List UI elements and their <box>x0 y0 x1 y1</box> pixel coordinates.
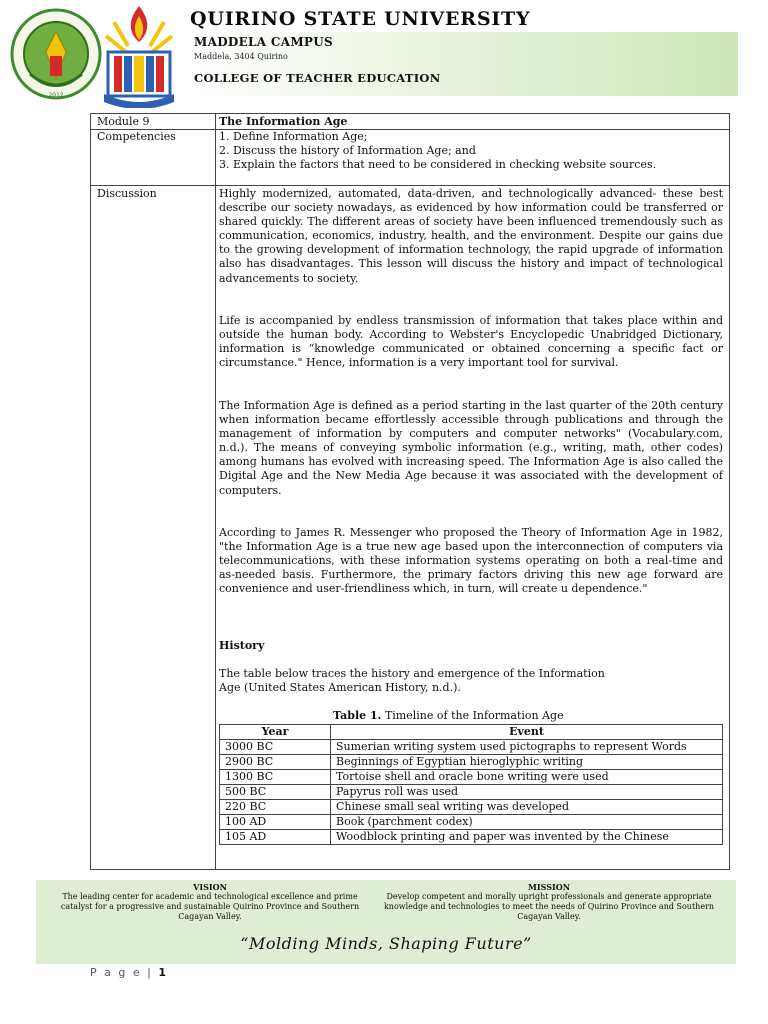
column-divider <box>215 114 216 869</box>
module-label: Module 9 <box>97 115 150 128</box>
table-row <box>220 815 723 830</box>
campus-address: Maddela, 3404 Quirino <box>194 52 288 61</box>
year-cell: 105 AD <box>220 830 331 845</box>
event-cell: Sumerian writing system used pictographs to represent Words <box>331 740 723 755</box>
year-cell: 100 AD <box>220 815 331 830</box>
year-cell: 500 BC <box>220 785 331 800</box>
discussion-paragraph: Life is accompanied by endless transmission of information that takes place within and outside the human body. According to Webster's Encyclopedic Unabridged Dictionary, information is “knowledge communicated or obtained concerning a specific fact or circumstance." Hence, information is a very important tool for survival. <box>219 314 723 370</box>
discussion-paragraph: According to James R. Messenger who proposed the Theory of Information Age in 1982, "the Information Age is a true new age based upon the interconnection of computers via telecommunications, with these information systems operating on both a real-time and as-needed basis. Furthermore, the primary factors driving this new age forward are convenience and user-friendliness which, in turn, will create u dependence." <box>219 526 723 596</box>
table-row <box>220 755 723 770</box>
page-number <box>90 966 168 979</box>
campus-name: MADDELA CAMPUS <box>194 35 333 49</box>
year-cell: 1300 BC <box>220 770 331 785</box>
university-seal-logo <box>10 4 102 104</box>
discussion-label: Discussion <box>97 187 157 200</box>
page-number-value: 1 <box>158 966 168 979</box>
event-cell: Woodblock printing and paper was invented by the Chinese <box>331 830 723 845</box>
page-label: P a g e | <box>90 966 153 979</box>
vision-label: VISION <box>193 882 227 892</box>
module-table <box>90 113 730 870</box>
table-row <box>220 740 723 755</box>
year-cell: 2900 BC <box>220 755 331 770</box>
competency-item: 2. Discuss the history of Information Age; and <box>219 144 476 158</box>
discussion-paragraph: Highly modernized, automated, data-driven, and technologically advanced- these best describe our society nowadays, as evidenced by how information could be transferred or shared quickly. The different areas of society have been influenced tremendously such as communication, economics, industry, health, and the environment. Despite our gains due to the growing development of information technology, the rapid upgrade of information also has disadvantages. This lesson will discuss the history and impact of technological advancements to society. <box>219 187 723 285</box>
table-caption <box>333 709 564 722</box>
row-divider <box>91 185 729 186</box>
history-intro-line: The table below traces the history and emergence of the Information <box>219 667 605 680</box>
event-cell: Tortoise shell and oracle bone writing were used <box>331 770 723 785</box>
footer-vision-mission <box>36 880 736 964</box>
university-name: QUIRINO STATE UNIVERSITY <box>190 8 531 30</box>
history-intro-line: Age (United States American History, n.d.). <box>219 681 461 694</box>
table-row <box>220 800 723 815</box>
table-caption-number: Table 1. <box>333 709 382 722</box>
competency-item: 1. Define Information Age; <box>219 130 368 143</box>
history-heading: History <box>219 639 265 652</box>
competencies-label: Competencies <box>97 130 176 143</box>
discussion-paragraph: The Information Age is defined as a period starting in the last quarter of the 20th century when information became effortlessly accessible through publications and through the management of information by computers and computer networks" (Vocabulary.com, n.d.). The means of conveying symbolic information (e.g., writing, math, other codes) among humans has evolved with increasing speed. The Information Age is also called the Digital Age and the New Media Age because it was associated with the development of computers. <box>219 399 723 497</box>
table-row <box>220 830 723 845</box>
header-event: Event <box>331 725 723 740</box>
table-caption-text: Timeline of the Information Age <box>381 709 564 722</box>
year-cell: 3000 BC <box>220 740 331 755</box>
event-cell: Papyrus roll was used <box>331 785 723 800</box>
header-year: Year <box>220 725 331 740</box>
vision-text: The leading center for academic and technological excellence and prime catalyst for a progressive and sustainable Quirino Province and Southern Cagayan Valley. <box>60 892 360 921</box>
timeline-table <box>219 724 723 845</box>
event-cell: Book (parchment codex) <box>331 815 723 830</box>
svg-text:2012: 2012 <box>48 92 64 99</box>
event-cell: Chinese small seal writing was developed <box>331 800 723 815</box>
table-header-row <box>220 725 723 740</box>
mission-text: Develop competent and morally upright professionals and generate appropriate knowledge and technologies to meet the needs of Quirino Province and Southern Cagayan Valley. <box>383 892 715 921</box>
competency-item: 3. Explain the factors that need to be considered in checking website sources. <box>219 158 657 172</box>
table-row <box>220 785 723 800</box>
mission-label: MISSION <box>528 882 570 892</box>
college-torch-logo <box>98 2 180 108</box>
university-motto: “Molding Minds, Shaping Future” <box>240 934 532 953</box>
table-row <box>220 770 723 785</box>
module-title: The Information Age <box>219 115 348 128</box>
college-name: COLLEGE OF TEACHER EDUCATION <box>194 71 441 85</box>
year-cell: 220 BC <box>220 800 331 815</box>
event-cell: Beginnings of Egyptian hieroglyphic writing <box>331 755 723 770</box>
competencies-list <box>219 130 723 172</box>
